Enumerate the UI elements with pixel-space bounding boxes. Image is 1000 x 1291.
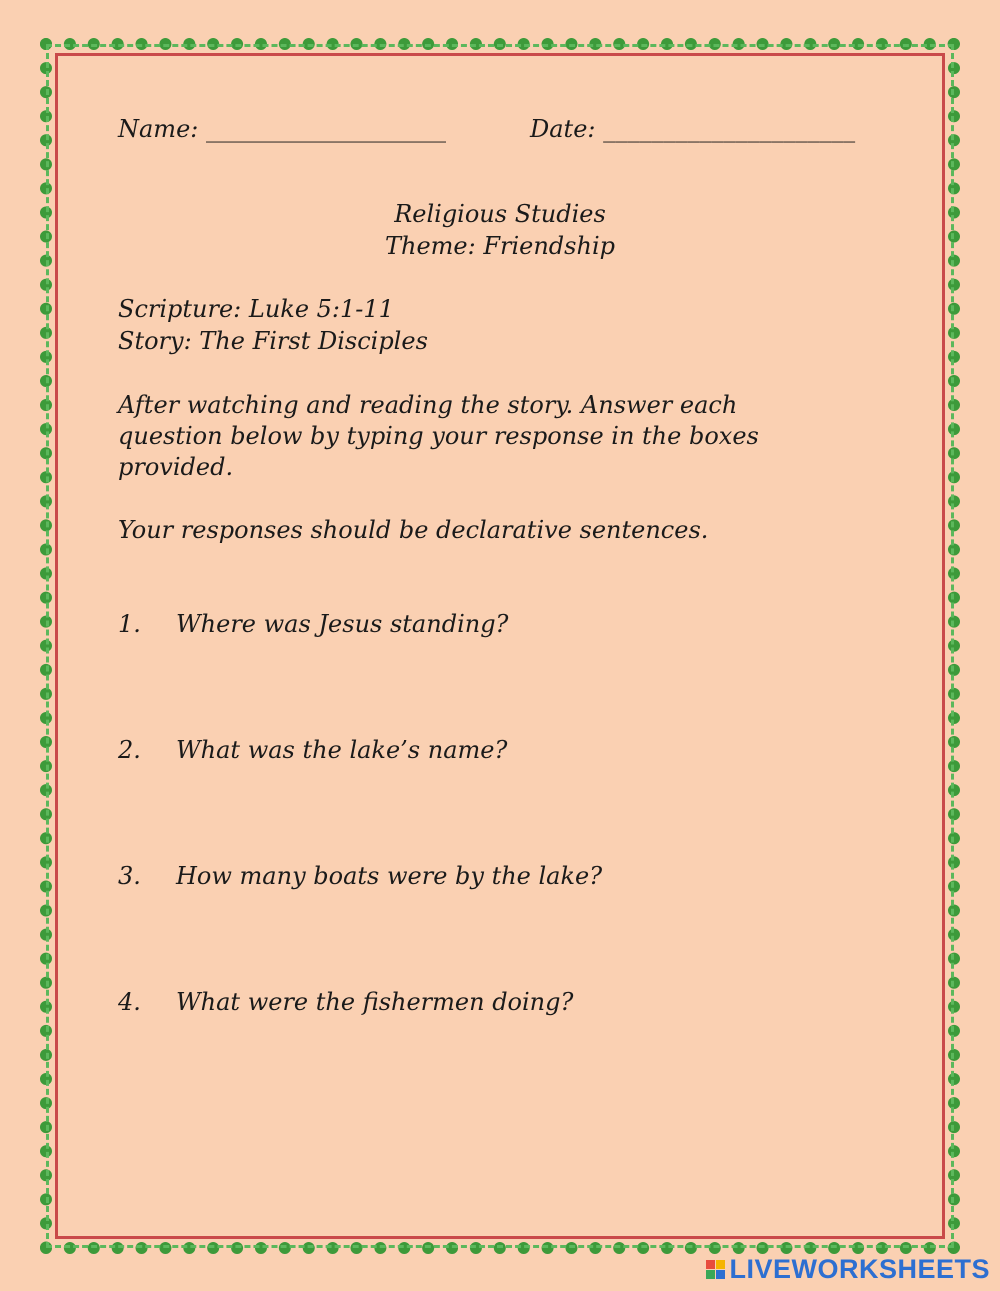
subject-title: Religious Studies — [394, 200, 606, 228]
question-number: 3. — [118, 862, 141, 890]
question-text: What were the fishermen doing? — [176, 988, 574, 1016]
question-item — [118, 610, 508, 638]
question-item — [118, 988, 573, 1016]
question-number: 1. — [118, 610, 141, 638]
story-title: Story: The First Disciples — [118, 327, 428, 355]
question-text: What was the lake’s name? — [176, 736, 508, 764]
question-item — [118, 862, 602, 890]
question-number: 4. — [118, 988, 141, 1016]
question-text: How many boats were by the lake? — [176, 862, 603, 890]
theme-title: Theme: Friendship — [385, 232, 615, 260]
watermark-text: LIVEWORKSHEETS — [729, 1254, 990, 1284]
date-field-label: Date: _____________________ — [530, 115, 856, 143]
instructions-text: After watching and reading the story. Answer each question below by typing your response in the boxes provided. — [118, 391, 759, 481]
response-note: Your responses should be declarative sentences. — [118, 516, 709, 544]
question-item — [118, 736, 507, 764]
question-number: 2. — [118, 736, 141, 764]
liveworksheets-watermark — [706, 1254, 990, 1285]
question-text: Where was Jesus standing? — [176, 610, 509, 638]
liveworksheets-logo-icon — [706, 1260, 725, 1279]
name-field-label: Name: ____________________ — [118, 115, 446, 143]
scripture-reference: Scripture: Luke 5:1-11 — [118, 295, 394, 323]
